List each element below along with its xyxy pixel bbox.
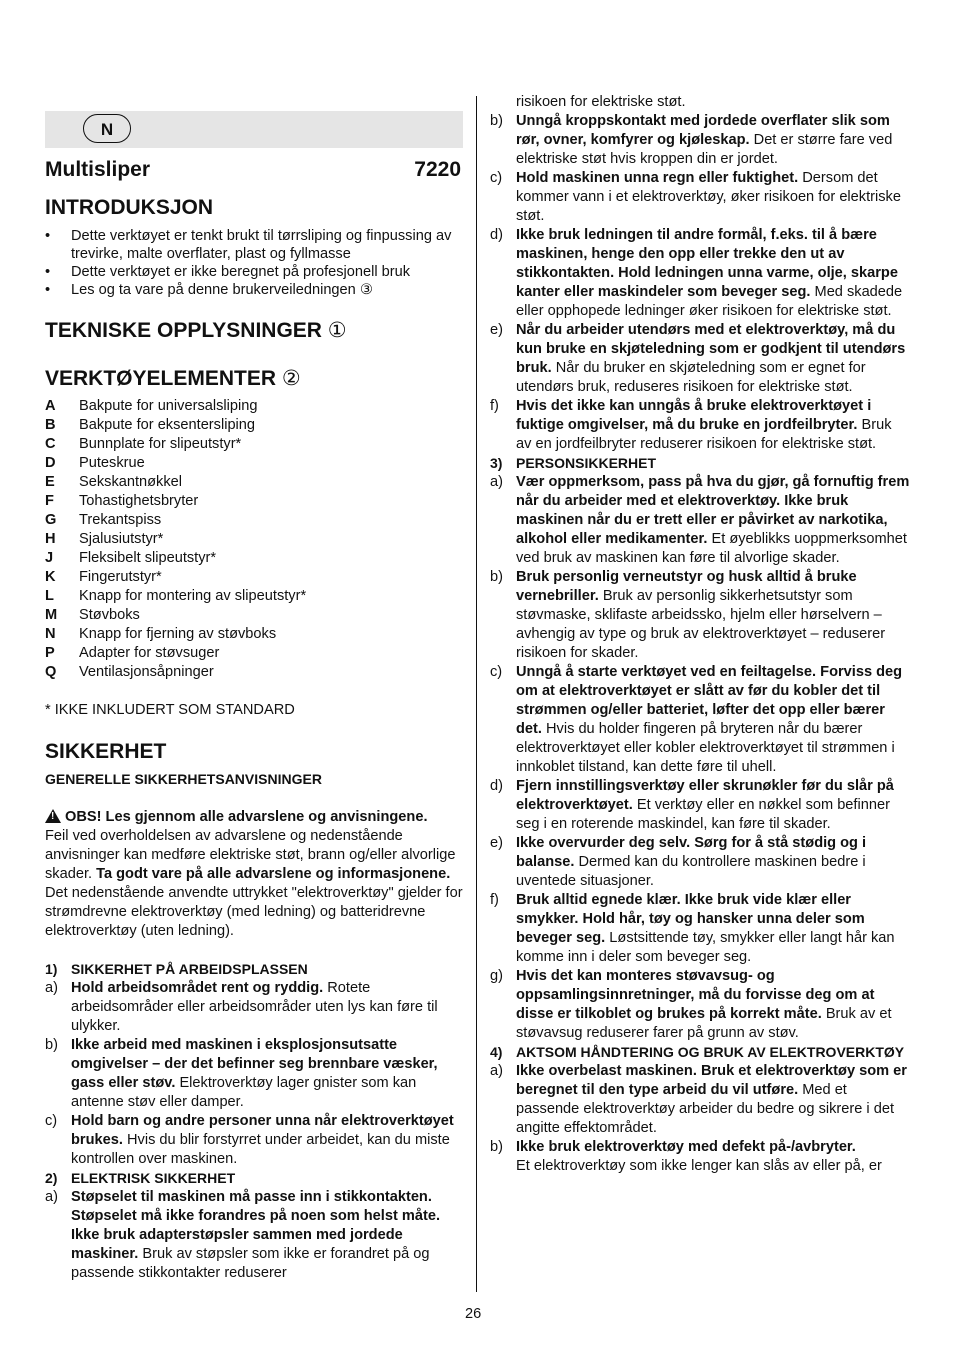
section-heading bbox=[45, 960, 463, 979]
part-key: N bbox=[45, 626, 56, 642]
list-item bbox=[490, 226, 910, 321]
part-key: F bbox=[45, 493, 54, 509]
part-label: Bunnplate for slipeutstyr* bbox=[79, 436, 242, 452]
item-text: Bruk av støpsler som ikke er forandret på og passende stikkontakter reduserer bbox=[71, 1246, 430, 1281]
safety-subheading: GENERELLE SIKKERHETSANVISNINGER bbox=[45, 771, 322, 787]
item-label: g) bbox=[490, 968, 503, 984]
item-bold: Når du arbeider utendørs med et elektroverktøy, må du kun bruke en skjøteledning som er godkjent til utendørs bruk. bbox=[516, 322, 906, 376]
section-heading bbox=[45, 1169, 463, 1188]
item-label: a) bbox=[490, 1063, 503, 1079]
part-key: H bbox=[45, 531, 56, 547]
list-item: • Dette verktøyet er tenkt brukt til tørrsliping og finpussing av trevirke, malte overflater, plast og fyllmasse bbox=[45, 227, 463, 263]
item-bold: Unngå kroppskontakt med jordede overflater slik som rør, ovner, komfyrer og kjøleskap. bbox=[516, 113, 890, 148]
intro-heading: INTRODUKSJON bbox=[45, 196, 214, 219]
list-item bbox=[45, 416, 463, 435]
item-bold: Ikke bruk elektroverktøy med defekt på-/avbryter. bbox=[516, 1139, 856, 1155]
safety-left-text bbox=[45, 770, 463, 1283]
part-key: B bbox=[45, 417, 56, 433]
section-number: 2) bbox=[45, 1170, 58, 1186]
part-key: M bbox=[45, 607, 58, 623]
parts-note bbox=[45, 701, 463, 720]
part-label: Knapp for fjerning av støvboks bbox=[79, 626, 277, 642]
item-bold: Hvis det kan monteres støvavsug- og oppsamlingsinnretninger, må du forvisse deg om at disse er tilkoblet og brukes på korrekt måte. bbox=[516, 968, 875, 1022]
item-text: Med et passende elektroverktøy arbeider du bedre og sikrere i det angitte effektområdet. bbox=[516, 1082, 895, 1136]
item-label: c) bbox=[45, 1113, 58, 1129]
section-number: 3) bbox=[490, 455, 503, 471]
list-item bbox=[490, 891, 910, 967]
item-text: Det er større fare ved elektriske støt hvis kroppen din er jordet. bbox=[516, 132, 893, 167]
item-text: Bruk av personlig sikkerhetsutstyr som støvmaske, sklifaste arbeidssko, hjelm eller hørselvern – avhengig av type og bruk av elektroverktøyet – reduserer risikoen for skader. bbox=[516, 588, 886, 661]
list-item bbox=[45, 549, 463, 568]
section-heading bbox=[490, 454, 910, 473]
elements-heading bbox=[45, 366, 301, 391]
part-label: Trekantspiss bbox=[79, 512, 162, 528]
model-title bbox=[45, 158, 463, 182]
list-item bbox=[45, 979, 463, 1036]
item-bold: Fjern innstillingsverktøy eller skrunøkler før du slår på elektroverktøyet. bbox=[516, 778, 894, 813]
warning-paragraph bbox=[45, 808, 463, 941]
part-key: K bbox=[45, 569, 56, 585]
list-item bbox=[45, 1112, 463, 1169]
item-label: a) bbox=[45, 980, 58, 996]
item-bold: Hold arbeidsområdet rent og ryddig. bbox=[71, 980, 324, 996]
warning-bold-2: Ta godt vare på alle advarslene og informasjonene. bbox=[96, 866, 451, 882]
item-text: Når du bruker en skjøteledning som er egnet for utendørs bruk, reduseres risikoen for elektriske støt. bbox=[516, 360, 866, 395]
item-text: Hvis du holder fingeren på bryteren når du bærer elektroverktøyet eller kobler elektroverktøyet til strømmen i innkoblet tilstand, kan dette føre til uhell. bbox=[516, 721, 895, 775]
part-key: C bbox=[45, 436, 56, 452]
item-label: a) bbox=[45, 1189, 58, 1205]
safety-heading: SIKKERHET bbox=[45, 740, 167, 763]
part-key: P bbox=[45, 645, 55, 661]
list-item bbox=[490, 397, 910, 454]
section-title: AKTSOM HÅNDTERING OG BRUK AV ELEKTROVERKTØY bbox=[516, 1044, 905, 1060]
part-label: Tohastighetsbryter bbox=[79, 493, 199, 509]
item-text: Løstsittende tøy, smykker eller langt hår kan komme inn i deler som beveger seg. bbox=[516, 930, 895, 965]
part-label: Sekskantnøkkel bbox=[79, 474, 183, 490]
list-item bbox=[45, 473, 463, 492]
item-text: Et elektroverktøy som ikke lenger kan slås av eller på, er bbox=[516, 1158, 882, 1174]
list-item bbox=[45, 1036, 463, 1112]
section-number: 1) bbox=[45, 961, 58, 977]
list-item bbox=[490, 473, 910, 568]
model-number: 7220 bbox=[414, 158, 461, 181]
parts-note-text: * IKKE INKLUDERT SOM STANDARD bbox=[45, 702, 295, 718]
list-item-continued bbox=[490, 93, 910, 112]
list-item bbox=[490, 663, 910, 777]
list-item bbox=[45, 530, 463, 549]
list-item bbox=[45, 454, 463, 473]
part-label: Bakpute for universalsliping bbox=[79, 398, 258, 414]
item-label: c) bbox=[490, 664, 503, 680]
item-bold: Vær oppmerksom, pass på hva du gjør, gå fornuftig frem når du arbeider med et elektroverktøy. Ikke bruk maskinen når du er trett eller er påvirket av narkotika, alkohol eller medikamenter. bbox=[516, 474, 910, 547]
item-label: e) bbox=[490, 835, 503, 851]
part-label: Knapp for montering av slipeutstyr* bbox=[79, 588, 307, 604]
warning-icon: ! bbox=[45, 809, 61, 823]
elements-heading-text: VERKTØYELEMENTER bbox=[45, 367, 277, 390]
list-item: • Les og ta vare på denne brukerveiledningen ③ bbox=[45, 281, 463, 299]
part-key: J bbox=[45, 550, 54, 566]
column-divider bbox=[476, 96, 477, 1292]
item-bold: Bruk personlig verneutstyr og husk alltid å bruke vernebriller. bbox=[516, 569, 857, 604]
item-text: Bruk av en jordfeilbryter reduserer risikoen for elektriske støt. bbox=[516, 417, 892, 452]
item-label: b) bbox=[490, 569, 503, 585]
list-item bbox=[490, 321, 910, 397]
list-item bbox=[490, 568, 910, 663]
list-item bbox=[45, 397, 463, 416]
section-title: SIKKERHET PÅ ARBEIDSPLASSEN bbox=[71, 961, 308, 977]
tech-figure-ref: ① bbox=[327, 319, 347, 342]
section-title: ELEKTRISK SIKKERHET bbox=[71, 1170, 236, 1186]
item-label: a) bbox=[490, 474, 503, 490]
list-item bbox=[45, 587, 463, 606]
item-label: b) bbox=[45, 1037, 58, 1053]
list-item bbox=[45, 663, 463, 682]
item-text: Dersom det kommer vann i et elektroverktøy, øker risikoen for elektriske støt. bbox=[516, 170, 901, 224]
language-bar bbox=[45, 111, 463, 148]
part-key: E bbox=[45, 474, 55, 490]
item-bold: Ikke overvurder deg selv. Sørg for å stå stødig og i balanse. bbox=[516, 835, 867, 870]
item-label: b) bbox=[490, 1139, 503, 1155]
item-bold: Hvis det ikke kan unngås å bruke elektroverktøyet i fuktige omgivelser, må du bruke en jordfeilbryter. bbox=[516, 398, 872, 433]
list-item bbox=[490, 1062, 910, 1138]
list-item bbox=[45, 568, 463, 587]
part-key: A bbox=[45, 398, 56, 414]
elements-figure-ref: ② bbox=[281, 367, 301, 390]
item-text: Bruk av et støvavsug reduserer farer på grunn av støv. bbox=[516, 1006, 892, 1041]
item-text: Hvis du blir forstyrret under arbeidet, kan du miste kontrollen over maskinen. bbox=[71, 1132, 450, 1167]
part-label: Fleksibelt slipeutstyr* bbox=[79, 550, 217, 566]
item-bold: Ikke overbelast maskinen. Bruk et elektroverktøy som er beregnet til den type arbeid du vil utføre. bbox=[516, 1063, 907, 1098]
list-item bbox=[490, 777, 910, 834]
list-item bbox=[45, 511, 463, 530]
part-key: D bbox=[45, 455, 56, 471]
item-label: e) bbox=[490, 322, 503, 338]
item-bold: Ikke arbeid med maskinen i eksplosjonsutsatte omgivelser – der det befinner seg brennbare væsker, gass eller støv. bbox=[71, 1037, 438, 1091]
item-label: c) bbox=[490, 170, 503, 186]
item-bold: Unngå å starte verktøyet ved en feiltagelse. Forviss deg om at elektroverktøyet er slått av før du kobler det til strømmen og/eller batteriet, løfter det opp eller bærer det. bbox=[516, 664, 903, 737]
item-label: d) bbox=[490, 227, 503, 243]
item-text: Elektroverktøy lager gnister som kan antenne støv eller damper. bbox=[71, 1075, 417, 1110]
part-label: Bakpute for eksentersliping bbox=[79, 417, 256, 433]
part-key: L bbox=[45, 588, 54, 604]
item-text: risikoen for elektriske støt. bbox=[516, 94, 686, 110]
item-text: Et verktøy eller en nøkkel som befinner seg i en roterende maskindel, kan føre til skader. bbox=[516, 797, 890, 832]
item-text: Med skadede eller opphopede ledninger øker risikoen for elektriske støt. bbox=[516, 284, 903, 319]
list-item bbox=[45, 625, 463, 644]
section-title: PERSONSIKKERHET bbox=[516, 455, 657, 471]
list-item bbox=[45, 1188, 463, 1283]
parts-list bbox=[45, 397, 463, 720]
part-key: Q bbox=[45, 664, 57, 680]
list-item: • Dette verktøyet er ikke beregnet på profesjonell bruk bbox=[45, 263, 463, 281]
item-bold: Støpselet til maskinen må passe inn i stikkontakten. Støpselet må ikke forandres på noen som helst måte. Ikke bruk adapterstøpsler sammen med jordede maskiner. bbox=[71, 1189, 441, 1262]
part-label: Ventilasjonsåpninger bbox=[79, 664, 214, 680]
part-label: Adapter for støvsuger bbox=[79, 645, 220, 661]
language-badge: N bbox=[83, 114, 131, 143]
warning-text-2: Det nedenstående anvendte uttrykket "elektroverktøy" gjelder for strømdrevne elektroverktøy (med ledning) og batteridrevne elektroverktøy (uten ledning). bbox=[45, 885, 463, 939]
item-bold: Bruk alltid egnede klær. Ikke bruk vide klær eller smykker. Hold hår, tøy og hansker unna deler som beveger seg. bbox=[516, 892, 865, 946]
list-item bbox=[45, 435, 463, 454]
part-key: G bbox=[45, 512, 57, 528]
item-label: f) bbox=[490, 892, 499, 908]
item-bold: Hold barn og andre personer unna når elektroverktøyet brukes. bbox=[71, 1113, 454, 1148]
item-bold: Ikke bruk ledningen til andre formål, f.eks. til å bære maskinen, henge den opp eller trekke den ut av stikkontakten. Hold ledningen unna varme, olje, skarpe kanter eller maskindeler som beveger seg. bbox=[516, 227, 898, 300]
section-number: 4) bbox=[490, 1044, 503, 1060]
safety-right-text bbox=[490, 93, 910, 1176]
part-label: Støvboks bbox=[79, 607, 140, 623]
item-label: f) bbox=[490, 398, 499, 414]
item-bold: Hold maskinen unna regn eller fuktighet. bbox=[516, 170, 799, 186]
item-label: d) bbox=[490, 778, 503, 794]
item-text: Et øyeblikks uoppmerksomhet ved bruk av maskinen kan føre til alvorlige skader. bbox=[516, 531, 907, 566]
part-label: Fingerutstyr* bbox=[79, 569, 162, 585]
page-number: 26 bbox=[465, 1306, 482, 1322]
part-label: Puteskrue bbox=[79, 455, 145, 471]
item-text: Rotete arbeidsområder eller arbeidsområder uten lys kan føre til ulykker. bbox=[71, 980, 438, 1034]
list-item bbox=[490, 112, 910, 169]
item-label: b) bbox=[490, 113, 503, 129]
warning-bold: OBS! Les gjennom alle advarslene og anvisningene. bbox=[65, 809, 428, 825]
list-item bbox=[490, 1138, 910, 1176]
list-item bbox=[490, 169, 910, 226]
part-label: Sjalusiutstyr* bbox=[79, 531, 164, 547]
list-item bbox=[490, 967, 910, 1043]
intro-bullets bbox=[45, 227, 463, 299]
tech-heading bbox=[45, 318, 347, 343]
list-item bbox=[45, 644, 463, 663]
tech-heading-text: TEKNISKE OPPLYSNINGER bbox=[45, 319, 322, 342]
item-text: Dermed kan du kontrollere maskinen bedre i uventede situasjoner. bbox=[516, 854, 866, 889]
section-heading bbox=[490, 1043, 910, 1062]
list-item bbox=[45, 606, 463, 625]
model-name: Multisliper bbox=[45, 158, 151, 181]
warning-text: Feil ved overholdelsen av advarslene og nedenstående anvisninger kan medføre elektriske støt, brann og/eller alvorlige skader. bbox=[45, 828, 456, 882]
list-item bbox=[490, 834, 910, 891]
list-item bbox=[45, 492, 463, 511]
